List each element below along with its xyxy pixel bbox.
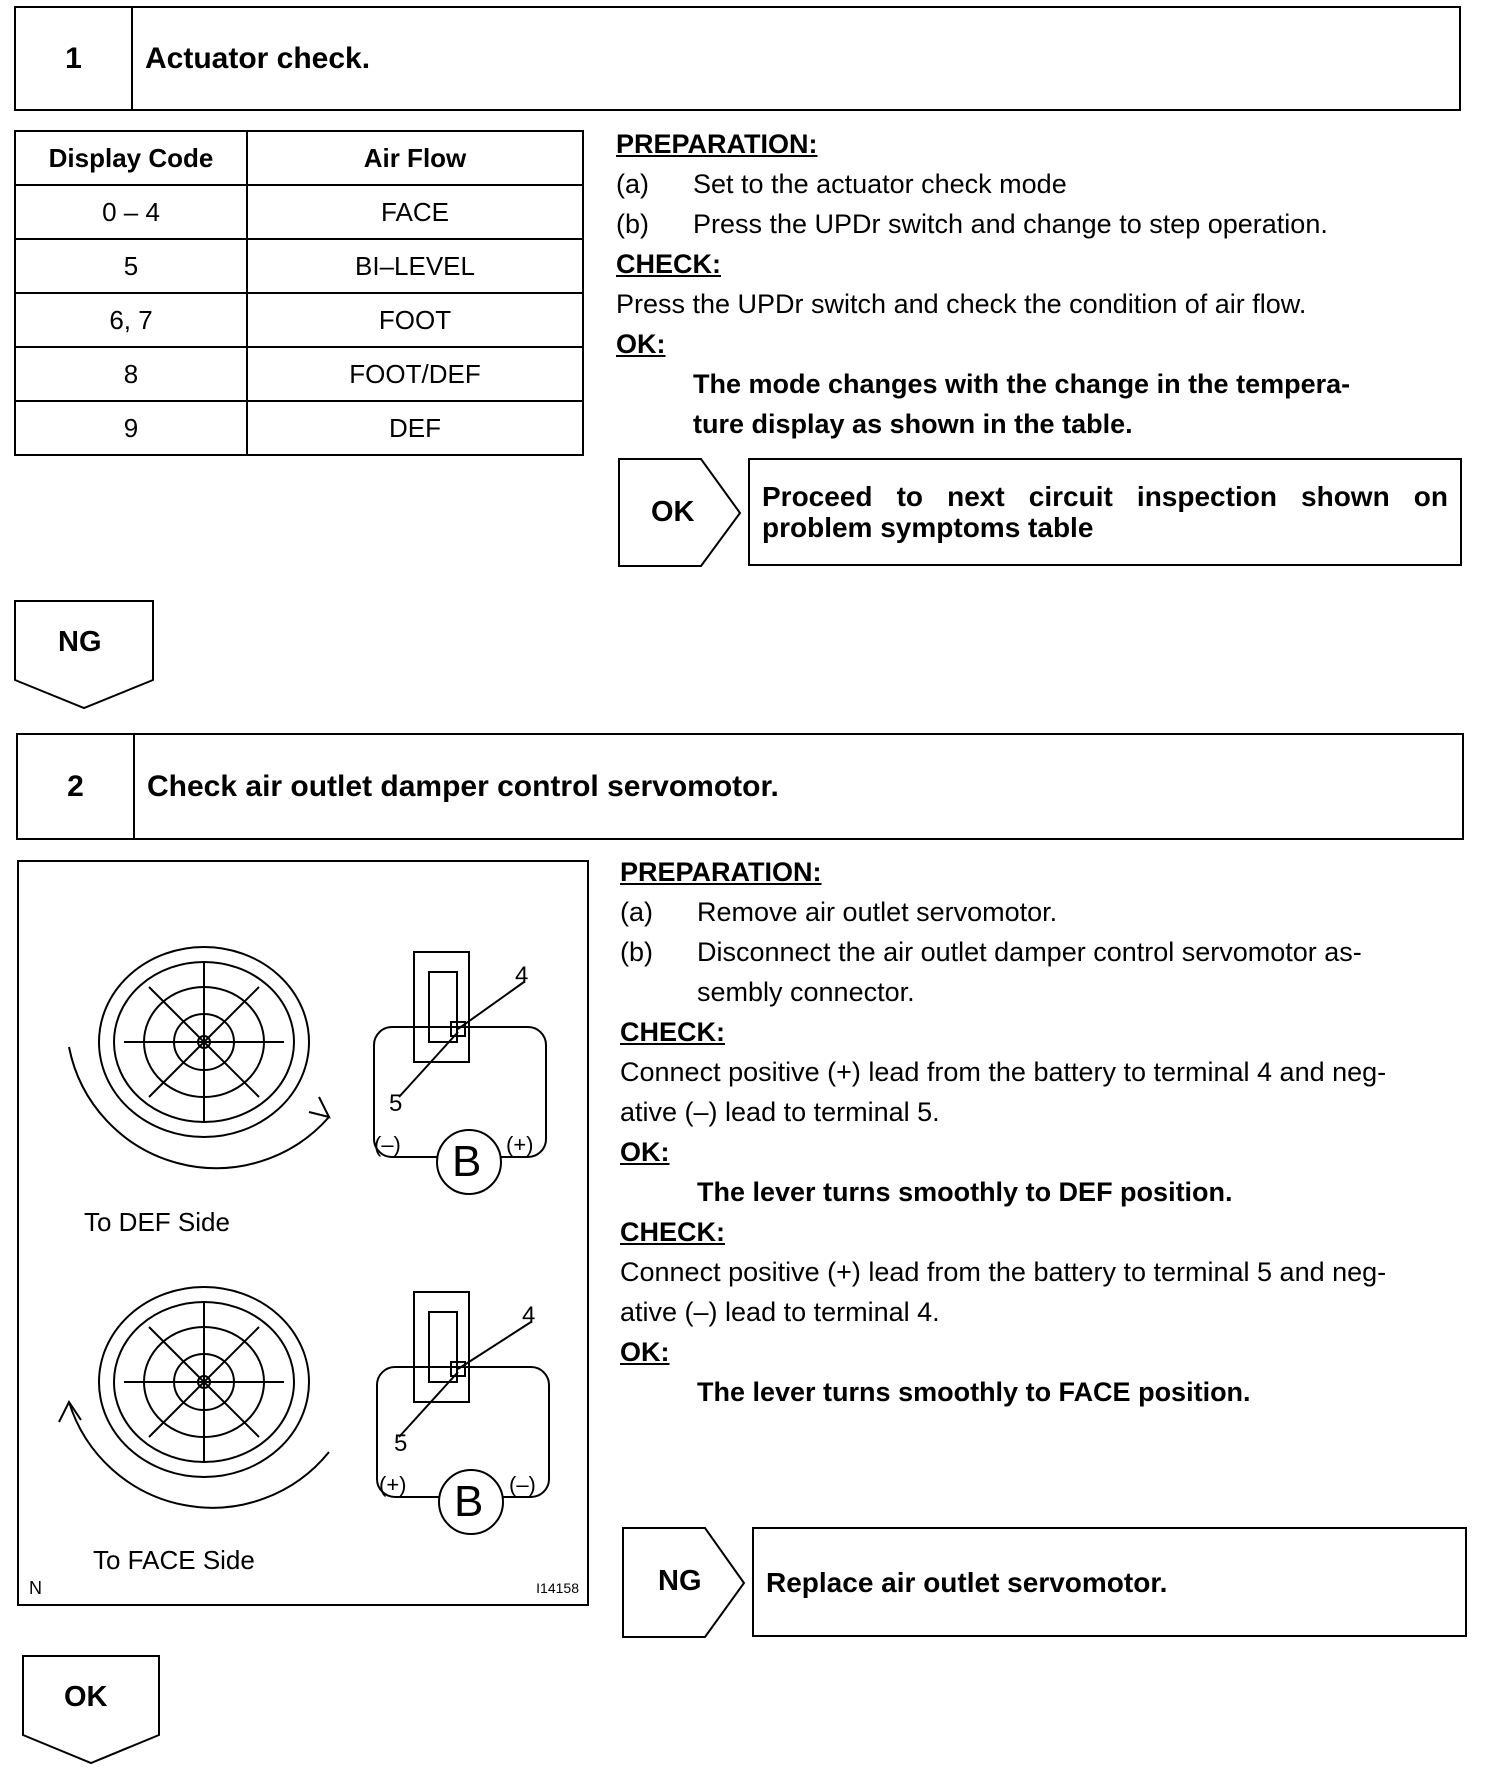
battery-label: B (452, 1137, 482, 1186)
prep-item (616, 204, 1466, 244)
ok-result-box (748, 458, 1462, 566)
ng-arrow (622, 1527, 747, 1639)
minus-label: (–) (509, 1472, 536, 1497)
table-row (15, 401, 583, 455)
ok-heading: OK: (620, 1137, 670, 1167)
ok-heading: OK: (616, 329, 666, 359)
cell: FACE (247, 185, 583, 239)
item-label: (b) (616, 209, 649, 239)
step-2-header (16, 733, 1464, 840)
cell: 0 – 4 (15, 185, 247, 239)
step-2-instructions (620, 852, 1470, 1412)
cell: DEF (247, 401, 583, 455)
cell: 9 (15, 401, 247, 455)
check-text: ative (–) lead to terminal 5. (620, 1097, 940, 1127)
ok-result-text: Proceed to next circuit inspection shown on problem symptoms table (762, 481, 1448, 543)
ng-label: NG (58, 626, 102, 658)
step-title: Check air outlet damper control servomotor. (147, 769, 779, 803)
check-text: ative (–) lead to terminal 4. (620, 1297, 940, 1327)
item-label: (b) (620, 937, 653, 967)
table-header-row (15, 131, 583, 185)
table-row (15, 239, 583, 293)
prep-item (620, 892, 1470, 932)
ng-label: NG (658, 1565, 702, 1597)
column-header: Air Flow (247, 131, 583, 185)
step-1-header (14, 6, 1461, 111)
servomotor-figure (17, 860, 589, 1606)
cell: FOOT (247, 293, 583, 347)
table-row (15, 347, 583, 401)
caption-def-side: To DEF Side (84, 1207, 230, 1237)
check-heading: CHECK: (616, 249, 721, 279)
ok-label: OK (64, 1681, 108, 1713)
servomotor-bottom (59, 1287, 329, 1508)
step-1-instructions (616, 124, 1466, 444)
item-label: (a) (620, 897, 653, 927)
ok-text: ture display as shown in the table. (693, 409, 1133, 439)
ok-text: The lever turns smoothly to DEF position. (697, 1177, 1233, 1207)
check-text: Connect positive (+) lead from the battery to terminal 4 and neg- (620, 1057, 1387, 1087)
cell: 5 (15, 239, 247, 293)
terminal-5-label: 5 (389, 1090, 403, 1117)
item-label: (a) (616, 169, 649, 199)
ok-arrow (618, 458, 743, 568)
item-text: sembly connector. (697, 977, 915, 1007)
cell: BI–LEVEL (247, 239, 583, 293)
cell: 8 (15, 347, 247, 401)
ok-text: The lever turns smoothly to FACE position. (697, 1377, 1251, 1407)
figure-corner-letter: N (29, 1578, 42, 1598)
ok-arrow (22, 1655, 162, 1765)
display-code-table (14, 130, 584, 456)
ok-label: OK (651, 496, 695, 528)
check-text: Connect positive (+) lead from the battery to terminal 5 and neg- (620, 1257, 1387, 1287)
battery-label: B (454, 1477, 484, 1526)
preparation-heading: PREPARATION: (616, 129, 818, 159)
item-label (620, 972, 697, 1012)
check-heading: CHECK: (620, 1017, 725, 1047)
cell: 6, 7 (15, 293, 247, 347)
ng-result-text: Replace air outlet servomotor. (766, 1566, 1168, 1598)
check-heading: CHECK: (620, 1217, 725, 1247)
step-number: 1 (16, 8, 133, 109)
caption-face-side: To FACE Side (93, 1545, 255, 1575)
table-row (15, 293, 583, 347)
preparation-heading: PREPARATION: (620, 857, 822, 887)
column-header: Display Code (15, 131, 247, 185)
prep-item (620, 972, 1470, 1012)
figure-id: I14158 (536, 1580, 579, 1596)
ok-heading: OK: (620, 1337, 670, 1367)
item-text: Remove air outlet servomotor. (697, 897, 1058, 927)
plus-label: (+) (506, 1132, 534, 1157)
terminal-4-label: 4 (522, 1302, 536, 1329)
prep-item (620, 932, 1470, 972)
terminal-5-label: 5 (394, 1430, 408, 1457)
ng-result-box (752, 1527, 1467, 1637)
minus-label: (–) (374, 1132, 401, 1157)
terminal-4-label: 4 (515, 962, 529, 989)
step-title: Actuator check. (145, 41, 371, 75)
item-text: Set to the actuator check mode (693, 169, 1067, 199)
table-row (15, 185, 583, 239)
ok-text: The mode changes with the change in the tempera- (693, 369, 1351, 399)
cell: FOOT/DEF (247, 347, 583, 401)
ng-arrow (14, 600, 156, 710)
item-text: Disconnect the air outlet damper control servomotor as- (697, 937, 1362, 967)
check-text: Press the UPDr switch and check the condition of air flow. (616, 289, 1307, 319)
plus-label: (+) (379, 1472, 407, 1497)
prep-item (616, 164, 1466, 204)
step-number: 2 (18, 735, 135, 838)
servomotor-top (69, 947, 329, 1168)
item-text: Press the UPDr switch and change to step operation. (693, 209, 1328, 239)
